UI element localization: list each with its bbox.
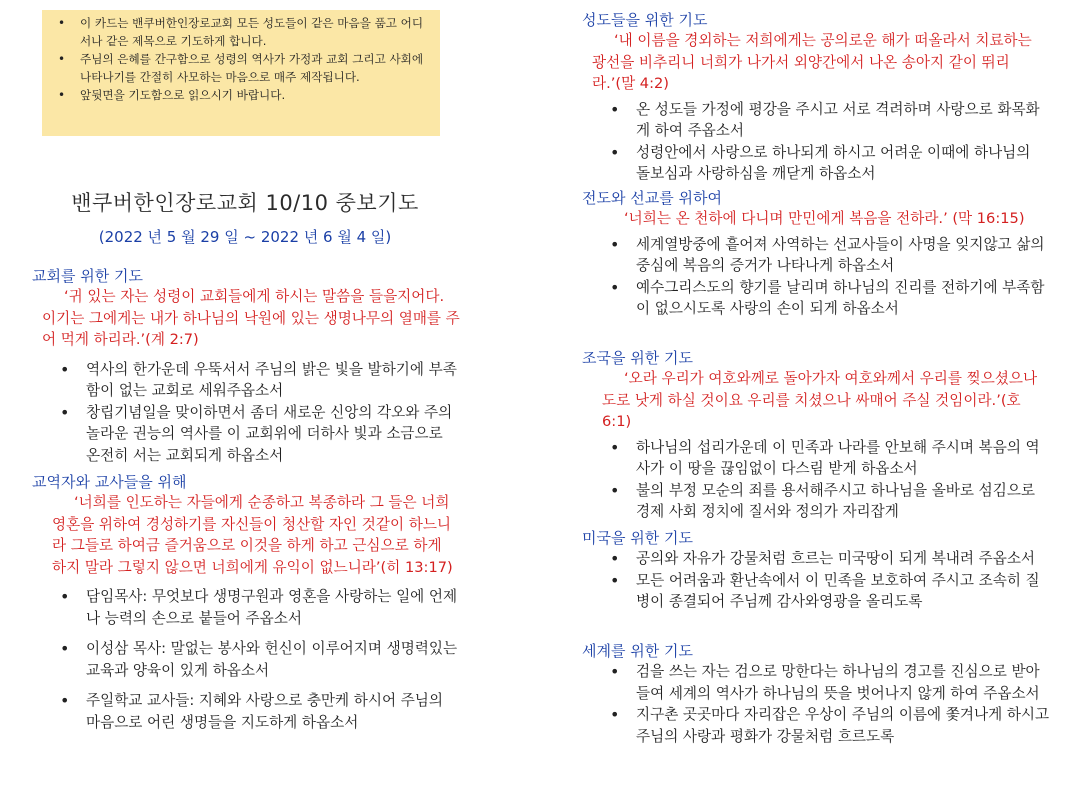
prayer-list <box>32 359 460 467</box>
section-church <box>32 266 460 466</box>
date-range: (2022 년 5 월 29 일 ~ 2022 년 6 월 4 일) <box>98 228 392 246</box>
note-list <box>54 14 430 104</box>
section-title: 미국을 위한 기도 <box>582 529 693 547</box>
prayer-item: • 창립기념일을 맞이하면서 좀더 새로운 신앙의 각오와 주의 놀라운 권능의 역사를 이 교회위에 더하사 빛과 소금으로 온전히 서는 교회되게 하옵소서 <box>32 402 460 467</box>
section-title: 세계를 위한 기도 <box>582 642 693 660</box>
prayer-item: • 지구촌 곳곳마다 자리잡은 우상이 주님의 이름에 쫓겨나게 하시고 주님의 사랑과 평화가 강물처럼 흐르도록 <box>582 704 1052 747</box>
prayer-list <box>582 99 1047 185</box>
bible-verse: ‘너희는 온 천하에 다니며 만민에게 복음을 전하라.’ (막 16:15) <box>624 210 1025 227</box>
info-note <box>42 10 440 136</box>
prayer-item: • 검을 쓰는 자는 검으로 망한다는 하나님의 경고를 진심으로 받아들여 세계의 역사가 하나님의 뜻을 벗어나지 않게 하여 주옵소서 <box>582 661 1052 704</box>
section-title: 조국을 위한 기도 <box>582 349 693 367</box>
section-title: 교역자와 교사들을 위해 <box>32 473 187 491</box>
section-saints <box>582 10 1047 185</box>
note-item: • 앞뒷면을 기도함으로 읽으시기 바랍니다. <box>54 86 430 104</box>
bible-verse: ‘귀 있는 자는 성령이 교회들에게 하시는 말씀을 들을지어다. 이기는 그에게는 내가 하나님의 낙원에 있는 생명나무의 열매를 주어 먹게 하리라.’(계 2:7) <box>42 288 460 348</box>
prayer-list <box>582 661 1052 747</box>
bible-verse: ‘너희를 인도하는 자들에게 순종하고 복종하라 그 들은 너희 영혼을 위하여 경성하기를 자신들이 청산할 자인 것같이 하느니라 그들로 하여금 즐거움으로 이것을 하게 하고 근심으로 하게 하지 말라 그렇지 않으면 너희에게 유익이 없느니라’(히 13:17) <box>52 494 453 576</box>
section-ministers <box>32 472 460 742</box>
note-item: • 주님의 은혜를 간구함으로 성령의 역사가 가정과 교회 그리고 사회에 나타나기를 간절히 사모하는 마음으로 매주 제작됩니다. <box>54 50 430 86</box>
prayer-item: • 공의와 자유가 강물처럼 흐르는 미국땅이 되게 복내려 주옵소서 <box>582 548 1047 570</box>
prayer-item: • 예수그리스도의 향기를 날리며 하나님의 진리를 전하기에 부족함이 없으시도록 사랑의 손이 되게 하옵소서 <box>582 277 1047 320</box>
prayer-item: • 성령안에서 사랑으로 하나되게 하시고 어려운 이때에 하나님의 돌보심과 사랑하심을 깨닫게 하옵소서 <box>582 142 1047 185</box>
bible-verse: ‘내 이름을 경외하는 저희에게는 공의로운 해가 떠올라서 치료하는 광선을 비추리니 너희가 나가서 외양간에서 나온 송아지 같이 뛰리라.’(말 4:2) <box>592 32 1032 92</box>
prayer-list <box>582 437 1047 523</box>
prayer-item: • 이성삼 목사: 말없는 봉사와 헌신이 이루어지며 생명력있는 교육과 양육이 있게 하옵소서 <box>32 638 460 681</box>
prayer-list <box>582 548 1047 613</box>
prayer-list <box>32 586 460 733</box>
prayer-item: • 불의 부정 모순의 죄를 용서해주시고 하나님을 올바로 섬김으로 경제 사회 정치에 질서와 정의가 자리잡게 <box>582 480 1047 523</box>
section-title: 전도와 선교를 위하여 <box>582 189 722 207</box>
section-nation <box>582 348 1047 523</box>
prayer-item: • 세계열방중에 흩어져 사역하는 선교사들이 사명을 잊지않고 삶의 중심에 복음의 증거가 나타나게 하옵소서 <box>582 234 1047 277</box>
section-mission <box>582 188 1047 320</box>
section-america <box>582 528 1047 613</box>
bible-verse: ‘오라 우리가 여호와께로 돌아가자 여호와께서 우리를 찢으셨으나 도로 낫게 하실 것이요 우리를 치셨으나 싸매어 주실 것임이라.’(호 6:1) <box>602 370 1038 430</box>
prayer-item: • 하나님의 섭리가운데 이 민족과 나라를 안보해 주시며 복음의 역사가 이 땅을 끊임없이 다스림 받게 하옵소서 <box>582 437 1047 480</box>
prayer-item: • 모든 어려움과 환난속에서 이 민족을 보호하여 주시고 조속히 질병이 종결되어 주님께 감사와영광을 올리도록 <box>582 570 1047 613</box>
section-title: 교회를 위한 기도 <box>32 267 143 285</box>
prayer-item: • 온 성도들 가정에 평강을 주시고 서로 격려하며 사랑으로 화목화게 하여 주옵소서 <box>582 99 1047 142</box>
page-title: 밴쿠버한인장로교회 10/10 중보기도 <box>71 191 419 215</box>
section-world <box>582 641 1052 747</box>
prayer-item: • 담임목사: 무엇보다 생명구원과 영혼을 사랑하는 일에 언제나 능력의 손으로 붙들어 주옵소서 <box>32 586 460 629</box>
section-title: 성도들을 위한 기도 <box>582 11 708 29</box>
note-item: • 이 카드는 밴쿠버한인장로교회 모든 성도들이 같은 마음을 품고 어디서나 같은 제목으로 기도하게 합니다. <box>54 14 430 50</box>
prayer-item: • 역사의 한가운데 우뚝서서 주님의 밝은 빛을 발하기에 부족함이 없는 교회로 세워주옵소서 <box>32 359 460 402</box>
prayer-list <box>582 234 1047 320</box>
prayer-item: • 주일학교 교사들: 지혜와 사랑으로 충만케 하시어 주님의 마음으로 어린 생명들을 지도하게 하옵소서 <box>32 690 460 733</box>
